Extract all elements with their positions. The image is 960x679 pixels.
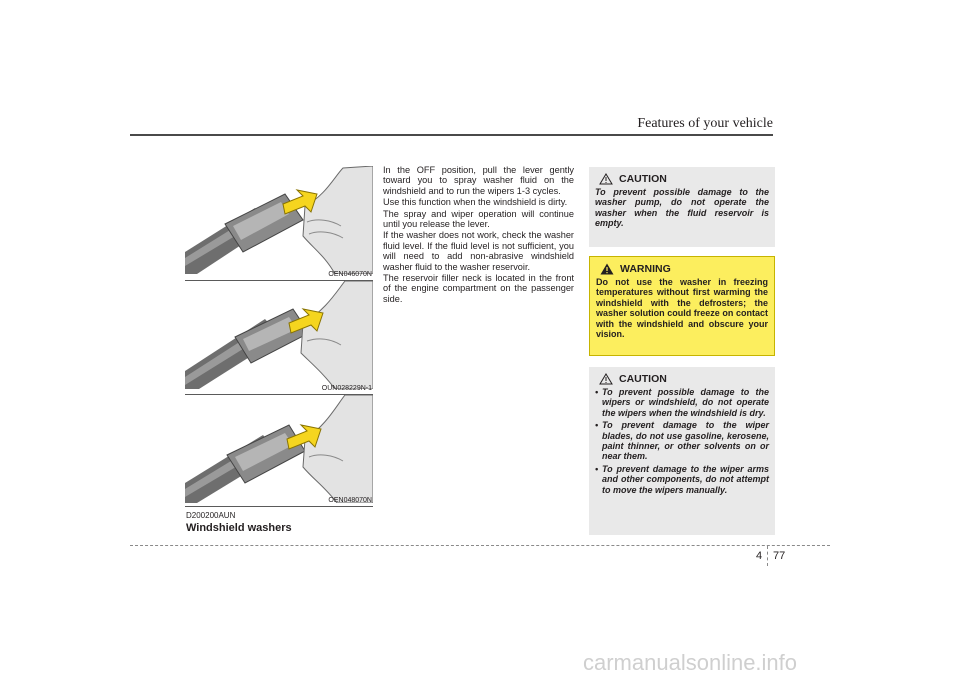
list-item-text: To prevent damage to the wiper blades, do not use gasoline, kerosene, paint thinner, or other solvents on or near them. (602, 420, 769, 462)
bullet-icon: • (595, 420, 599, 431)
caution-text: To prevent possible damage to the washer pump, do not operate the washer when the fluid reservoir is empty. (595, 187, 769, 229)
caution-box-wipers (589, 367, 775, 535)
figure-b-image (185, 281, 373, 389)
body-paragraph: The reservoir filler neck is located in the front of the engine compartment on the passenger side. (383, 273, 574, 304)
page-number: 77 (773, 550, 786, 562)
figure-b-code: OUN028229N-1 (321, 385, 372, 392)
figure-a-code: OEN046070N (328, 271, 372, 278)
list-item (595, 464, 769, 495)
caution-list (595, 387, 769, 495)
warning-box (589, 256, 775, 356)
body-paragraph: In the OFF position, pull the lever gently toward you to spray washer fluid on the windshield and to run the wipers 1-3 cycles. (383, 165, 574, 196)
bullet-icon: • (595, 387, 599, 397)
caution-heading (599, 373, 769, 385)
caution-triangle-icon (599, 173, 613, 185)
figure-a-image (185, 166, 373, 274)
section-title: Windshield washers (186, 522, 292, 534)
figure-c-code: OEN048070N (328, 497, 372, 504)
watermark: carmanualsonline.info (583, 650, 798, 675)
footer-rule (130, 545, 830, 546)
list-item-text: To prevent possible damage to the wipers or windshield, do not operate the wipers when the windshield is dry. (602, 387, 769, 418)
figure-c-image (185, 395, 373, 503)
caution-heading (599, 173, 769, 185)
warning-text: Do not use the washer in freezing temperatures without first warming the windshield with the defrosters; the washer solution could freeze on contact with the windshield and obscure your vision. (596, 277, 768, 340)
list-item (595, 420, 769, 462)
caution-triangle-icon (599, 373, 613, 385)
figure-c-rule (185, 506, 373, 507)
bullet-icon: • (595, 463, 599, 474)
header-rule (130, 134, 773, 136)
list-item (595, 387, 769, 418)
body-paragraph: If the washer does not work, check the washer fluid level. If the fluid level is not sufficient, you will need to add non-abrasive windshield washer fluid to the washer reservoir. (383, 230, 574, 272)
header-title: Features of your vehicle (637, 116, 773, 131)
warning-heading (600, 263, 768, 275)
body-paragraph: Use this function when the windshield is dirty. (383, 197, 568, 208)
warning-triangle-icon (600, 263, 614, 275)
body-text (383, 165, 574, 305)
list-item-text: To prevent damage to the wiper arms and other components, do not attempt to move the wipers manually. (602, 463, 769, 495)
page-chapter: 4 (756, 550, 763, 562)
caution-title: CAUTION (619, 373, 667, 385)
section-code: D200200AUN (186, 511, 236, 520)
page-separator (767, 546, 768, 566)
caution-title: CAUTION (619, 173, 667, 185)
caution-box-pump (589, 167, 775, 247)
body-paragraph: The spray and wiper operation will continue until you release the lever. (383, 208, 574, 230)
warning-title: WARNING (620, 263, 671, 275)
